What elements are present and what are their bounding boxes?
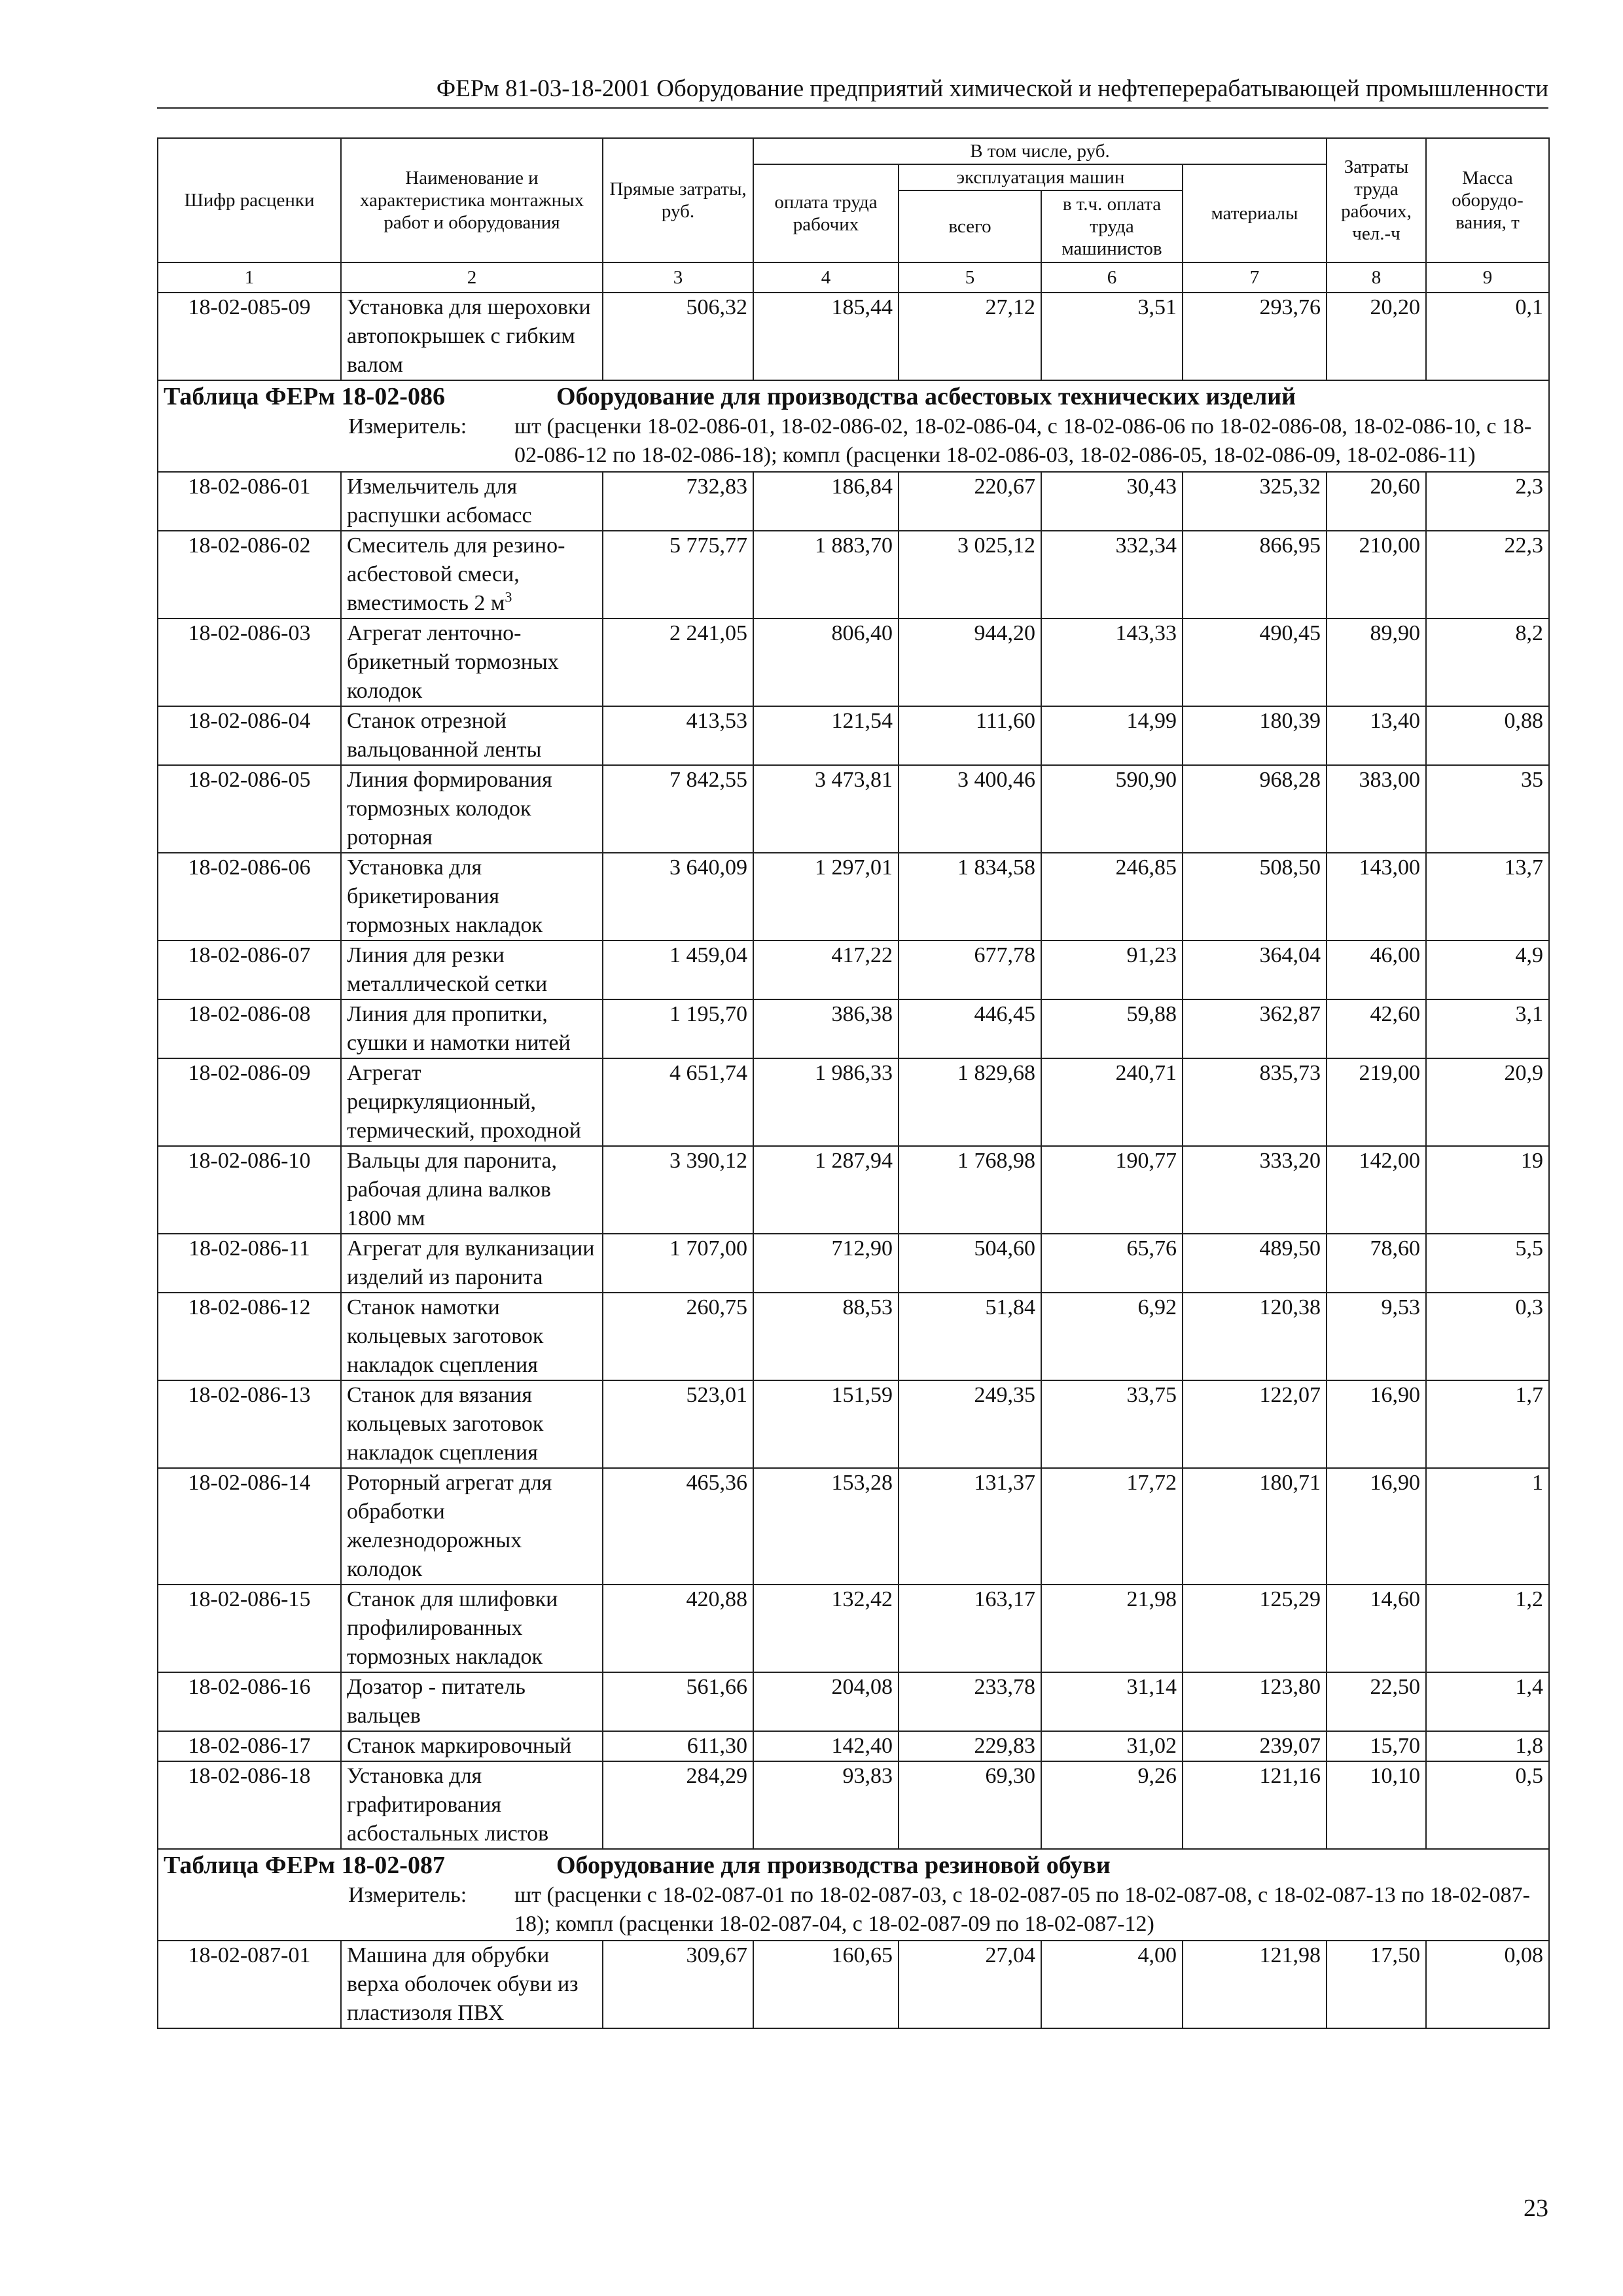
- labor-cost-value: 20,20: [1327, 293, 1426, 380]
- machinists-pay-value: 590,90: [1041, 765, 1183, 853]
- rate-code: 18-02-086-11: [158, 1234, 341, 1293]
- machines-total-value: 233,78: [899, 1672, 1041, 1731]
- labor-pay-value: 88,53: [753, 1293, 899, 1380]
- machinists-pay-value: 65,76: [1041, 1234, 1183, 1293]
- materials-value: 362,87: [1183, 999, 1327, 1058]
- work-name-text: Установка для графитирования асбостальных листов: [347, 1764, 549, 1846]
- mass-value: 1,8: [1426, 1731, 1549, 1761]
- machines-total-value: 27,04: [899, 1941, 1041, 2028]
- machinists-pay-value: 246,85: [1041, 853, 1183, 941]
- labor-pay-value: 151,59: [753, 1380, 899, 1468]
- direct-cost-value: 420,88: [603, 1585, 753, 1672]
- materials-value: 364,04: [1183, 941, 1327, 999]
- work-name: [341, 853, 603, 941]
- work-name: [341, 1941, 603, 2028]
- direct-cost-value: 1 707,00: [603, 1234, 753, 1293]
- mass-value: 1,7: [1426, 1380, 1549, 1468]
- rate-code: 18-02-086-07: [158, 941, 341, 999]
- work-name-text: Дозатор - питатель вальцев: [347, 1675, 526, 1728]
- materials-value: 293,76: [1183, 293, 1327, 380]
- mass-value: 0,3: [1426, 1293, 1549, 1380]
- rate-code: 18-02-087-01: [158, 1941, 341, 2028]
- rate-code: 18-02-086-03: [158, 619, 341, 706]
- machinists-pay-value: 240,71: [1041, 1058, 1183, 1146]
- machinists-pay-value: 3,51: [1041, 293, 1183, 380]
- machinists-pay-value: 33,75: [1041, 1380, 1183, 1468]
- mass-value: 0,1: [1426, 293, 1549, 380]
- section-label: Таблица ФЕРм 18-02-087: [164, 1852, 445, 1879]
- labor-pay-value: 417,22: [753, 941, 899, 999]
- materials-value: 121,98: [1183, 1941, 1327, 2028]
- labor-cost-value: 42,60: [1327, 999, 1426, 1058]
- labor-cost-value: 13,40: [1327, 706, 1426, 765]
- col-header-machinists-pay: в т.ч. оплата труда машинистов: [1041, 190, 1183, 262]
- rates-table: [157, 137, 1550, 2029]
- labor-cost-value: 210,00: [1327, 531, 1426, 619]
- direct-cost-value: 5 775,77: [603, 531, 753, 619]
- table-row: [158, 1234, 1549, 1293]
- machines-total-value: 3 025,12: [899, 531, 1041, 619]
- mass-value: 1: [1426, 1468, 1549, 1585]
- materials-value: 333,20: [1183, 1146, 1327, 1234]
- work-name-text: Станок маркировочный: [347, 1734, 572, 1758]
- mass-value: 20,9: [1426, 1058, 1549, 1146]
- labor-pay-value: 160,65: [753, 1941, 899, 2028]
- table-row: [158, 293, 1549, 380]
- column-number: 5: [899, 262, 1041, 293]
- labor-pay-value: 712,90: [753, 1234, 899, 1293]
- direct-cost-value: 506,32: [603, 293, 753, 380]
- rate-code: 18-02-086-18: [158, 1761, 341, 1849]
- work-name-text: Линия формирования тормозных колодок роторная: [347, 768, 552, 850]
- materials-value: 180,71: [1183, 1468, 1327, 1585]
- machinists-pay-value: 190,77: [1041, 1146, 1183, 1234]
- mass-value: 8,2: [1426, 619, 1549, 706]
- section-title-row: [158, 1849, 1549, 1941]
- direct-cost-value: 4 651,74: [603, 1058, 753, 1146]
- labor-pay-value: 1 986,33: [753, 1058, 899, 1146]
- machines-total-value: 229,83: [899, 1731, 1041, 1761]
- labor-cost-value: 78,60: [1327, 1234, 1426, 1293]
- rate-code: 18-02-086-06: [158, 853, 341, 941]
- mass-value: 4,9: [1426, 941, 1549, 999]
- work-name: [341, 706, 603, 765]
- labor-pay-value: 3 473,81: [753, 765, 899, 853]
- machines-total-value: 944,20: [899, 619, 1041, 706]
- table-row: [158, 999, 1549, 1058]
- work-name-text: Машина для обрубки верха оболочек обуви из пластизоля ПВХ: [347, 1943, 579, 2025]
- table-row: [158, 1672, 1549, 1731]
- mass-value: 35: [1426, 765, 1549, 853]
- section-title: [164, 381, 1543, 412]
- direct-cost-value: 1 459,04: [603, 941, 753, 999]
- machines-total-value: 27,12: [899, 293, 1041, 380]
- labor-pay-value: 93,83: [753, 1761, 899, 1849]
- work-name: [341, 472, 603, 531]
- machinists-pay-value: 31,14: [1041, 1672, 1183, 1731]
- materials-value: 125,29: [1183, 1585, 1327, 1672]
- work-name-text: Измельчитель для распушки асбомасс: [347, 475, 532, 528]
- table-row: [158, 531, 1549, 619]
- rate-code: 18-02-085-09: [158, 293, 341, 380]
- work-name-text: Агрегат рециркуляционный, термический, проходной: [347, 1061, 581, 1143]
- labor-cost-value: 143,00: [1327, 853, 1426, 941]
- mass-value: 1,4: [1426, 1672, 1549, 1731]
- machinists-pay-value: 21,98: [1041, 1585, 1183, 1672]
- work-name: [341, 1585, 603, 1672]
- col-header-direct: Прямые затраты, руб.: [603, 138, 753, 262]
- section-title: [164, 1850, 1543, 1881]
- machinists-pay-value: 4,00: [1041, 1941, 1183, 2028]
- col-header-labor-cost: Затраты труда рабочих, чел.-ч: [1327, 138, 1426, 262]
- table-row: [158, 706, 1549, 765]
- rate-code: 18-02-086-01: [158, 472, 341, 531]
- table-row: [158, 1146, 1549, 1234]
- table-row: [158, 472, 1549, 531]
- work-name: [341, 1672, 603, 1731]
- table-row: [158, 765, 1549, 853]
- work-name-text: Роторный агрегат для обработки железнодорожных колодок: [347, 1471, 552, 1581]
- mass-value: 13,7: [1426, 853, 1549, 941]
- superscript: 3: [505, 588, 512, 605]
- work-name: [341, 999, 603, 1058]
- work-name-text: Станок намотки кольцевых заготовок накладок сцепления: [347, 1295, 544, 1377]
- table-body: [158, 262, 1549, 2028]
- work-name-text: Линия для резки металлической сетки: [347, 943, 548, 996]
- materials-value: 968,28: [1183, 765, 1327, 853]
- labor-cost-value: 15,70: [1327, 1731, 1426, 1761]
- work-name: [341, 619, 603, 706]
- machinists-pay-value: 30,43: [1041, 472, 1183, 531]
- table-row: [158, 619, 1549, 706]
- labor-cost-value: 17,50: [1327, 1941, 1426, 2028]
- rate-code: 18-02-086-04: [158, 706, 341, 765]
- column-number: 8: [1327, 262, 1426, 293]
- mass-value: 2,3: [1426, 472, 1549, 531]
- machines-total-value: 131,37: [899, 1468, 1041, 1585]
- table-row: [158, 1731, 1549, 1761]
- table-row: [158, 1468, 1549, 1585]
- work-name-text: Станок для шлифовки профилированных тормозных накладок: [347, 1587, 558, 1669]
- machines-total-value: 51,84: [899, 1293, 1041, 1380]
- machinists-pay-value: 6,92: [1041, 1293, 1183, 1380]
- machines-total-value: 111,60: [899, 706, 1041, 765]
- table-row: [158, 1293, 1549, 1380]
- materials-value: 490,45: [1183, 619, 1327, 706]
- direct-cost-value: 465,36: [603, 1468, 753, 1585]
- col-header-materials: материалы: [1183, 164, 1327, 262]
- materials-value: 835,73: [1183, 1058, 1327, 1146]
- labor-pay-value: 142,40: [753, 1731, 899, 1761]
- rate-code: 18-02-086-15: [158, 1585, 341, 1672]
- rate-code: 18-02-086-16: [158, 1672, 341, 1731]
- rate-code: 18-02-086-09: [158, 1058, 341, 1146]
- labor-cost-value: 89,90: [1327, 619, 1426, 706]
- mass-value: 19: [1426, 1146, 1549, 1234]
- machinists-pay-value: 14,99: [1041, 706, 1183, 765]
- labor-pay-value: 153,28: [753, 1468, 899, 1585]
- measure-label: Измеритель:: [348, 1883, 467, 1907]
- measure-unit: [164, 412, 1543, 471]
- work-name-text: Установка для шероховки автопокрышек с гибким валом: [347, 295, 591, 377]
- direct-cost-value: 1 195,70: [603, 999, 753, 1058]
- work-name-text: Смеситель для резино-асбестовой смеси, вместимость 2 м: [347, 533, 565, 615]
- mass-value: 0,88: [1426, 706, 1549, 765]
- work-name-text: Агрегат для вулканизации изделий из паронита: [347, 1236, 595, 1289]
- work-name-text: Линия для пропитки, сушки и намотки нитей: [347, 1002, 571, 1055]
- work-name: [341, 1058, 603, 1146]
- labor-pay-value: 1 883,70: [753, 531, 899, 619]
- machines-total-value: 3 400,46: [899, 765, 1041, 853]
- labor-cost-value: 142,00: [1327, 1146, 1426, 1234]
- table-row: [158, 853, 1549, 941]
- mass-value: 3,1: [1426, 999, 1549, 1058]
- materials-value: 122,07: [1183, 1380, 1327, 1468]
- section-title-row: [158, 380, 1549, 472]
- rate-code: 18-02-086-12: [158, 1293, 341, 1380]
- table-row: [158, 1058, 1549, 1146]
- direct-cost-value: 3 640,09: [603, 853, 753, 941]
- work-name: [341, 293, 603, 380]
- labor-pay-value: 1 297,01: [753, 853, 899, 941]
- labor-pay-value: 386,38: [753, 999, 899, 1058]
- machines-total-value: 220,67: [899, 472, 1041, 531]
- mass-value: 22,3: [1426, 531, 1549, 619]
- col-header-mass: Масса оборудо-вания, т: [1426, 138, 1549, 262]
- work-name-text: Установка для брикетирования тормозных накладок: [347, 855, 543, 937]
- col-header-machines: эксплуатация машин: [899, 164, 1183, 190]
- column-number: 2: [341, 262, 603, 293]
- col-header-code: Шифр расценки: [158, 138, 341, 262]
- section-name: Оборудование для производства асбестовых технических изделий: [556, 383, 1296, 410]
- table-row: [158, 1941, 1549, 2028]
- machines-total-value: 249,35: [899, 1380, 1041, 1468]
- rate-code: 18-02-086-13: [158, 1380, 341, 1468]
- work-name: [341, 1761, 603, 1849]
- labor-cost-value: 383,00: [1327, 765, 1426, 853]
- labor-pay-value: 186,84: [753, 472, 899, 531]
- rate-code: 18-02-086-17: [158, 1731, 341, 1761]
- rate-code: 18-02-086-14: [158, 1468, 341, 1585]
- col-header-incl: В том числе, руб.: [753, 138, 1327, 164]
- work-name: [341, 1731, 603, 1761]
- direct-cost-value: 260,75: [603, 1293, 753, 1380]
- labor-cost-value: 10,10: [1327, 1761, 1426, 1849]
- machinists-pay-value: 59,88: [1041, 999, 1183, 1058]
- work-name: [341, 1468, 603, 1585]
- direct-cost-value: 523,01: [603, 1380, 753, 1468]
- col-header-machines-total: всего: [899, 190, 1041, 262]
- machines-total-value: 69,30: [899, 1761, 1041, 1849]
- machinists-pay-value: 31,02: [1041, 1731, 1183, 1761]
- section-title-cell: [158, 1849, 1549, 1941]
- page-header: ФЕРм 81-03-18-2001 Оборудование предприятий химической и нефтеперерабатывающей промышленности: [436, 75, 1548, 102]
- work-name: [341, 1293, 603, 1380]
- measure-label: Измеритель:: [348, 414, 467, 439]
- direct-cost-value: 413,53: [603, 706, 753, 765]
- column-number: 4: [753, 262, 899, 293]
- mass-value: 0,5: [1426, 1761, 1549, 1849]
- labor-cost-value: 9,53: [1327, 1293, 1426, 1380]
- work-name: [341, 1146, 603, 1234]
- direct-cost-value: 7 842,55: [603, 765, 753, 853]
- column-number: 1: [158, 262, 341, 293]
- table-row: [158, 1380, 1549, 1468]
- column-number: 7: [1183, 262, 1327, 293]
- header-rule: [157, 107, 1548, 109]
- direct-cost-value: 284,29: [603, 1761, 753, 1849]
- labor-pay-value: 185,44: [753, 293, 899, 380]
- machinists-pay-value: 91,23: [1041, 941, 1183, 999]
- rate-code: 18-02-086-08: [158, 999, 341, 1058]
- machines-total-value: 677,78: [899, 941, 1041, 999]
- page-number: 23: [1524, 2195, 1548, 2222]
- col-header-name: Наименование и характеристика монтажных работ и оборудования: [341, 138, 603, 262]
- mass-value: 0,08: [1426, 1941, 1549, 2028]
- column-number: 3: [603, 262, 753, 293]
- direct-cost-value: 2 241,05: [603, 619, 753, 706]
- materials-value: 180,39: [1183, 706, 1327, 765]
- labor-pay-value: 132,42: [753, 1585, 899, 1672]
- column-numbers-row: [158, 262, 1549, 293]
- machines-total-value: 446,45: [899, 999, 1041, 1058]
- work-name: [341, 1380, 603, 1468]
- machines-total-value: 1 834,58: [899, 853, 1041, 941]
- materials-value: 866,95: [1183, 531, 1327, 619]
- labor-cost-value: 20,60: [1327, 472, 1426, 531]
- labor-pay-value: 204,08: [753, 1672, 899, 1731]
- work-name: [341, 531, 603, 619]
- machines-total-value: 1 768,98: [899, 1146, 1041, 1234]
- mass-value: 1,2: [1426, 1585, 1549, 1672]
- work-name-text: Агрегат ленточно-брикетный тормозных колодок: [347, 621, 559, 703]
- materials-value: 239,07: [1183, 1731, 1327, 1761]
- direct-cost-value: 561,66: [603, 1672, 753, 1731]
- work-name: [341, 765, 603, 853]
- table-row: [158, 941, 1549, 999]
- machinists-pay-value: 9,26: [1041, 1761, 1183, 1849]
- measure-text: шт (расценки с 18-02-087-01 по 18-02-087-03, с 18-02-087-05 по 18-02-087-08, с 18-02-087-13 по 18-02-087-18); компл (расценки 18-02-087-04, с 18-02-087-09 по 18-02-087-12): [514, 1883, 1530, 1936]
- machinists-pay-value: 17,72: [1041, 1468, 1183, 1585]
- labor-pay-value: 806,40: [753, 619, 899, 706]
- labor-pay-value: 121,54: [753, 706, 899, 765]
- table-row: [158, 1761, 1549, 1849]
- machinists-pay-value: 332,34: [1041, 531, 1183, 619]
- section-name: Оборудование для производства резиновой обуви: [556, 1852, 1111, 1879]
- materials-value: 121,16: [1183, 1761, 1327, 1849]
- labor-cost-value: 14,60: [1327, 1585, 1426, 1672]
- measure-unit: [164, 1881, 1543, 1940]
- work-name-text: Вальцы для паронита, рабочая длина валков 1800 мм: [347, 1149, 558, 1230]
- col-header-labor-pay: оплата труда рабочих: [753, 164, 899, 262]
- materials-value: 489,50: [1183, 1234, 1327, 1293]
- labor-pay-value: 1 287,94: [753, 1146, 899, 1234]
- work-name-text: Станок отрезной вальцованной ленты: [347, 709, 542, 762]
- direct-cost-value: 309,67: [603, 1941, 753, 2028]
- rate-code: 18-02-086-05: [158, 765, 341, 853]
- work-name: [341, 941, 603, 999]
- rate-code: 18-02-086-02: [158, 531, 341, 619]
- labor-cost-value: 46,00: [1327, 941, 1426, 999]
- measure-text: шт (расценки 18-02-086-01, 18-02-086-02, 18-02-086-04, с 18-02-086-06 по 18-02-086-08, 18-02-086-10, с 18-02-086-12 по 18-02-086-18); компл (расценки 18-02-086-03, 18-02-086-05, 18-02-086-09, 18-02-086-11): [514, 414, 1532, 467]
- machines-total-value: 1 829,68: [899, 1058, 1041, 1146]
- labor-cost-value: 16,90: [1327, 1380, 1426, 1468]
- work-name: [341, 1234, 603, 1293]
- work-name-text: Станок для вязания кольцевых заготовок накладок сцепления: [347, 1383, 544, 1465]
- machines-total-value: 163,17: [899, 1585, 1041, 1672]
- section-title-cell: [158, 380, 1549, 472]
- labor-cost-value: 22,50: [1327, 1672, 1426, 1731]
- rate-code: 18-02-086-10: [158, 1146, 341, 1234]
- materials-value: 120,38: [1183, 1293, 1327, 1380]
- section-label: Таблица ФЕРм 18-02-086: [164, 383, 445, 410]
- direct-cost-value: 611,30: [603, 1731, 753, 1761]
- materials-value: 508,50: [1183, 853, 1327, 941]
- direct-cost-value: 732,83: [603, 472, 753, 531]
- column-number: 6: [1041, 262, 1183, 293]
- column-number: 9: [1426, 262, 1549, 293]
- labor-cost-value: 16,90: [1327, 1468, 1426, 1585]
- materials-value: 325,32: [1183, 472, 1327, 531]
- table-row: [158, 1585, 1549, 1672]
- labor-cost-value: 219,00: [1327, 1058, 1426, 1146]
- direct-cost-value: 3 390,12: [603, 1146, 753, 1234]
- machines-total-value: 504,60: [899, 1234, 1041, 1293]
- materials-value: 123,80: [1183, 1672, 1327, 1731]
- mass-value: 5,5: [1426, 1234, 1549, 1293]
- machinists-pay-value: 143,33: [1041, 619, 1183, 706]
